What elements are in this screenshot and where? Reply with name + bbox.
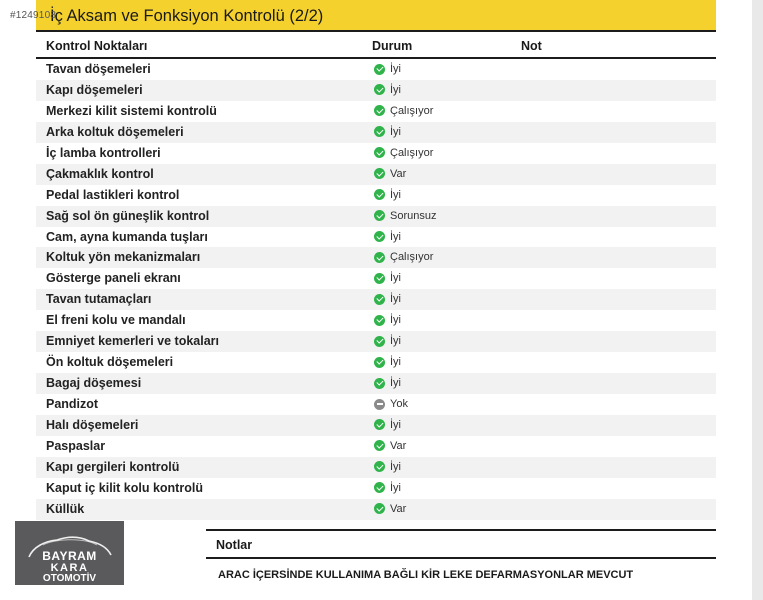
row-status-text: Sorunsuz: [390, 209, 437, 222]
row-label: Kapı gergileri kontrolü: [46, 459, 180, 474]
table-row: [36, 247, 716, 268]
check-circle-icon: [374, 336, 385, 347]
row-status: [374, 84, 401, 96]
table-row: [36, 394, 716, 415]
row-status-text: İyi: [390, 272, 401, 285]
row-status: [374, 461, 401, 473]
check-circle-icon: [374, 294, 385, 305]
row-label: Merkezi kilit sistemi kontrolü: [46, 103, 217, 118]
column-header-status: Durum: [372, 39, 413, 53]
row-label: Gösterge paneli ekranı: [46, 271, 181, 286]
column-header-control: Kontrol Noktaları: [46, 39, 148, 53]
row-label: Kapı döşemeleri: [46, 82, 143, 97]
table-body: [36, 59, 716, 520]
table-row: [36, 59, 716, 80]
check-circle-icon: [374, 315, 385, 326]
row-label: Cam, ayna kumanda tuşları: [46, 229, 208, 244]
check-circle-icon: [374, 482, 385, 493]
row-status-text: İyi: [390, 335, 401, 348]
row-status-text: İyi: [390, 83, 401, 96]
table-row: [36, 164, 716, 185]
notes-heading: Notlar: [216, 538, 253, 552]
row-status: [374, 272, 401, 284]
row-label: Çakmaklık kontrol: [46, 166, 154, 181]
table-row: [36, 227, 716, 248]
notes-text: ARAC İÇERSİNDE KULLANIMA BAĞLI KİR LEKE DEFARMASYONLAR MEVCUT: [218, 569, 634, 581]
table-row: [36, 478, 716, 499]
row-label: İç lamba kontrolleri: [46, 145, 161, 160]
section-title: İç Aksam ve Fonksiyon Kontrolü (2/2): [50, 7, 324, 25]
row-label: Küllük: [46, 501, 85, 516]
dealer-logo: [15, 521, 124, 585]
page-edge-strip: [752, 0, 763, 600]
row-status: [374, 482, 401, 494]
row-status-text: Var: [390, 502, 407, 515]
row-status: [374, 210, 436, 222]
table-row: [36, 101, 716, 122]
notes-section: [206, 529, 716, 581]
check-circle-icon: [374, 419, 385, 430]
row-label: Arka koltuk döşemeleri: [46, 124, 184, 139]
row-status-text: Var: [390, 439, 407, 452]
row-status: [374, 314, 401, 326]
row-status: [374, 419, 401, 431]
row-status-text: İyi: [390, 293, 401, 306]
table-row: [36, 268, 716, 289]
table-row: [36, 143, 716, 164]
check-circle-icon: [374, 461, 385, 472]
table-header: [36, 33, 716, 59]
row-label: El freni kolu ve mandalı: [46, 313, 186, 328]
check-circle-icon: [374, 231, 385, 242]
table-row: [36, 206, 716, 227]
row-status-text: Çalışıyor: [390, 146, 434, 159]
row-status: [374, 335, 401, 347]
table-row: [36, 457, 716, 478]
check-circle-icon: [374, 210, 385, 221]
logo-text-line3: OTOMOTİV: [42, 573, 97, 584]
table-row: [36, 436, 716, 457]
row-status: [374, 356, 401, 368]
row-status: [374, 189, 401, 201]
check-circle-icon: [374, 273, 385, 284]
row-status-text: İyi: [390, 314, 401, 327]
table-row: [36, 331, 716, 352]
logo-text-line2: KARA: [50, 562, 89, 574]
row-status: [374, 293, 401, 305]
logo-text-line1: BAYRAM: [42, 549, 97, 563]
row-status-text: İyi: [390, 125, 401, 138]
row-status-text: Çalışıyor: [390, 104, 434, 117]
row-status-text: Var: [390, 167, 407, 180]
check-circle-icon: [374, 378, 385, 389]
row-status: [374, 231, 401, 243]
row-status-text: Yok: [390, 398, 408, 410]
row-label: Koltuk yön mekanizmaları: [46, 250, 201, 265]
minus-circle-icon: [374, 399, 385, 410]
row-label: Pandizot: [46, 397, 99, 411]
row-status: [374, 377, 401, 389]
row-status: [374, 168, 406, 180]
row-label: Paspaslar: [46, 438, 106, 453]
section-title-bar: [36, 0, 716, 32]
row-status: [374, 147, 433, 159]
listing-id: #1249108: [10, 10, 57, 21]
row-status: [374, 63, 401, 75]
row-status-text: İyi: [390, 188, 401, 201]
table-row: [36, 352, 716, 373]
table-row: [36, 415, 716, 436]
table-row: [36, 373, 716, 394]
check-circle-icon: [374, 357, 385, 368]
check-circle-icon: [374, 252, 385, 263]
row-label: Ön koltuk döşemeleri: [46, 355, 174, 370]
check-circle-icon: [374, 126, 385, 137]
row-status-text: İyi: [390, 230, 401, 243]
row-status-text: İyi: [390, 418, 401, 431]
check-circle-icon: [374, 64, 385, 75]
row-status: [374, 251, 433, 263]
row-label: Kaput iç kilit kolu kontrolü: [46, 480, 203, 495]
row-status-text: İyi: [390, 481, 401, 494]
row-label: Bagaj döşemesi: [46, 376, 142, 391]
row-status: [374, 503, 406, 515]
row-label: Tavan döşemeleri: [46, 62, 151, 76]
inspection-table: [36, 33, 716, 520]
check-circle-icon: [374, 503, 385, 514]
row-status-text: İyi: [390, 460, 401, 473]
row-status-text: İyi: [390, 356, 401, 369]
row-status-text: İyi: [390, 377, 401, 390]
row-label: Sağ sol ön güneşlik kontrol: [46, 208, 210, 223]
check-circle-icon: [374, 189, 385, 200]
table-row: [36, 499, 716, 520]
table-row: [36, 122, 716, 143]
row-status-text: İyi: [390, 63, 401, 75]
check-circle-icon: [374, 147, 385, 158]
row-label: Tavan tutamaçları: [46, 292, 152, 307]
row-status: [374, 126, 401, 138]
row-label: Halı döşemeleri: [46, 417, 139, 432]
notes-header: [206, 529, 716, 559]
table-row: [36, 80, 716, 101]
table-row: [36, 289, 716, 310]
check-circle-icon: [374, 440, 385, 451]
row-status: [374, 440, 406, 452]
row-label: Emniyet kemerleri ve tokaları: [46, 334, 220, 349]
row-status-text: Çalışıyor: [390, 251, 434, 264]
column-header-note: Not: [521, 39, 542, 53]
row-status: [374, 105, 433, 117]
row-label: Pedal lastikleri kontrol: [46, 187, 180, 202]
table-row: [36, 310, 716, 331]
check-circle-icon: [374, 84, 385, 95]
check-circle-icon: [374, 105, 385, 116]
table-row: [36, 185, 716, 206]
check-circle-icon: [374, 168, 385, 179]
row-status: [374, 398, 408, 410]
